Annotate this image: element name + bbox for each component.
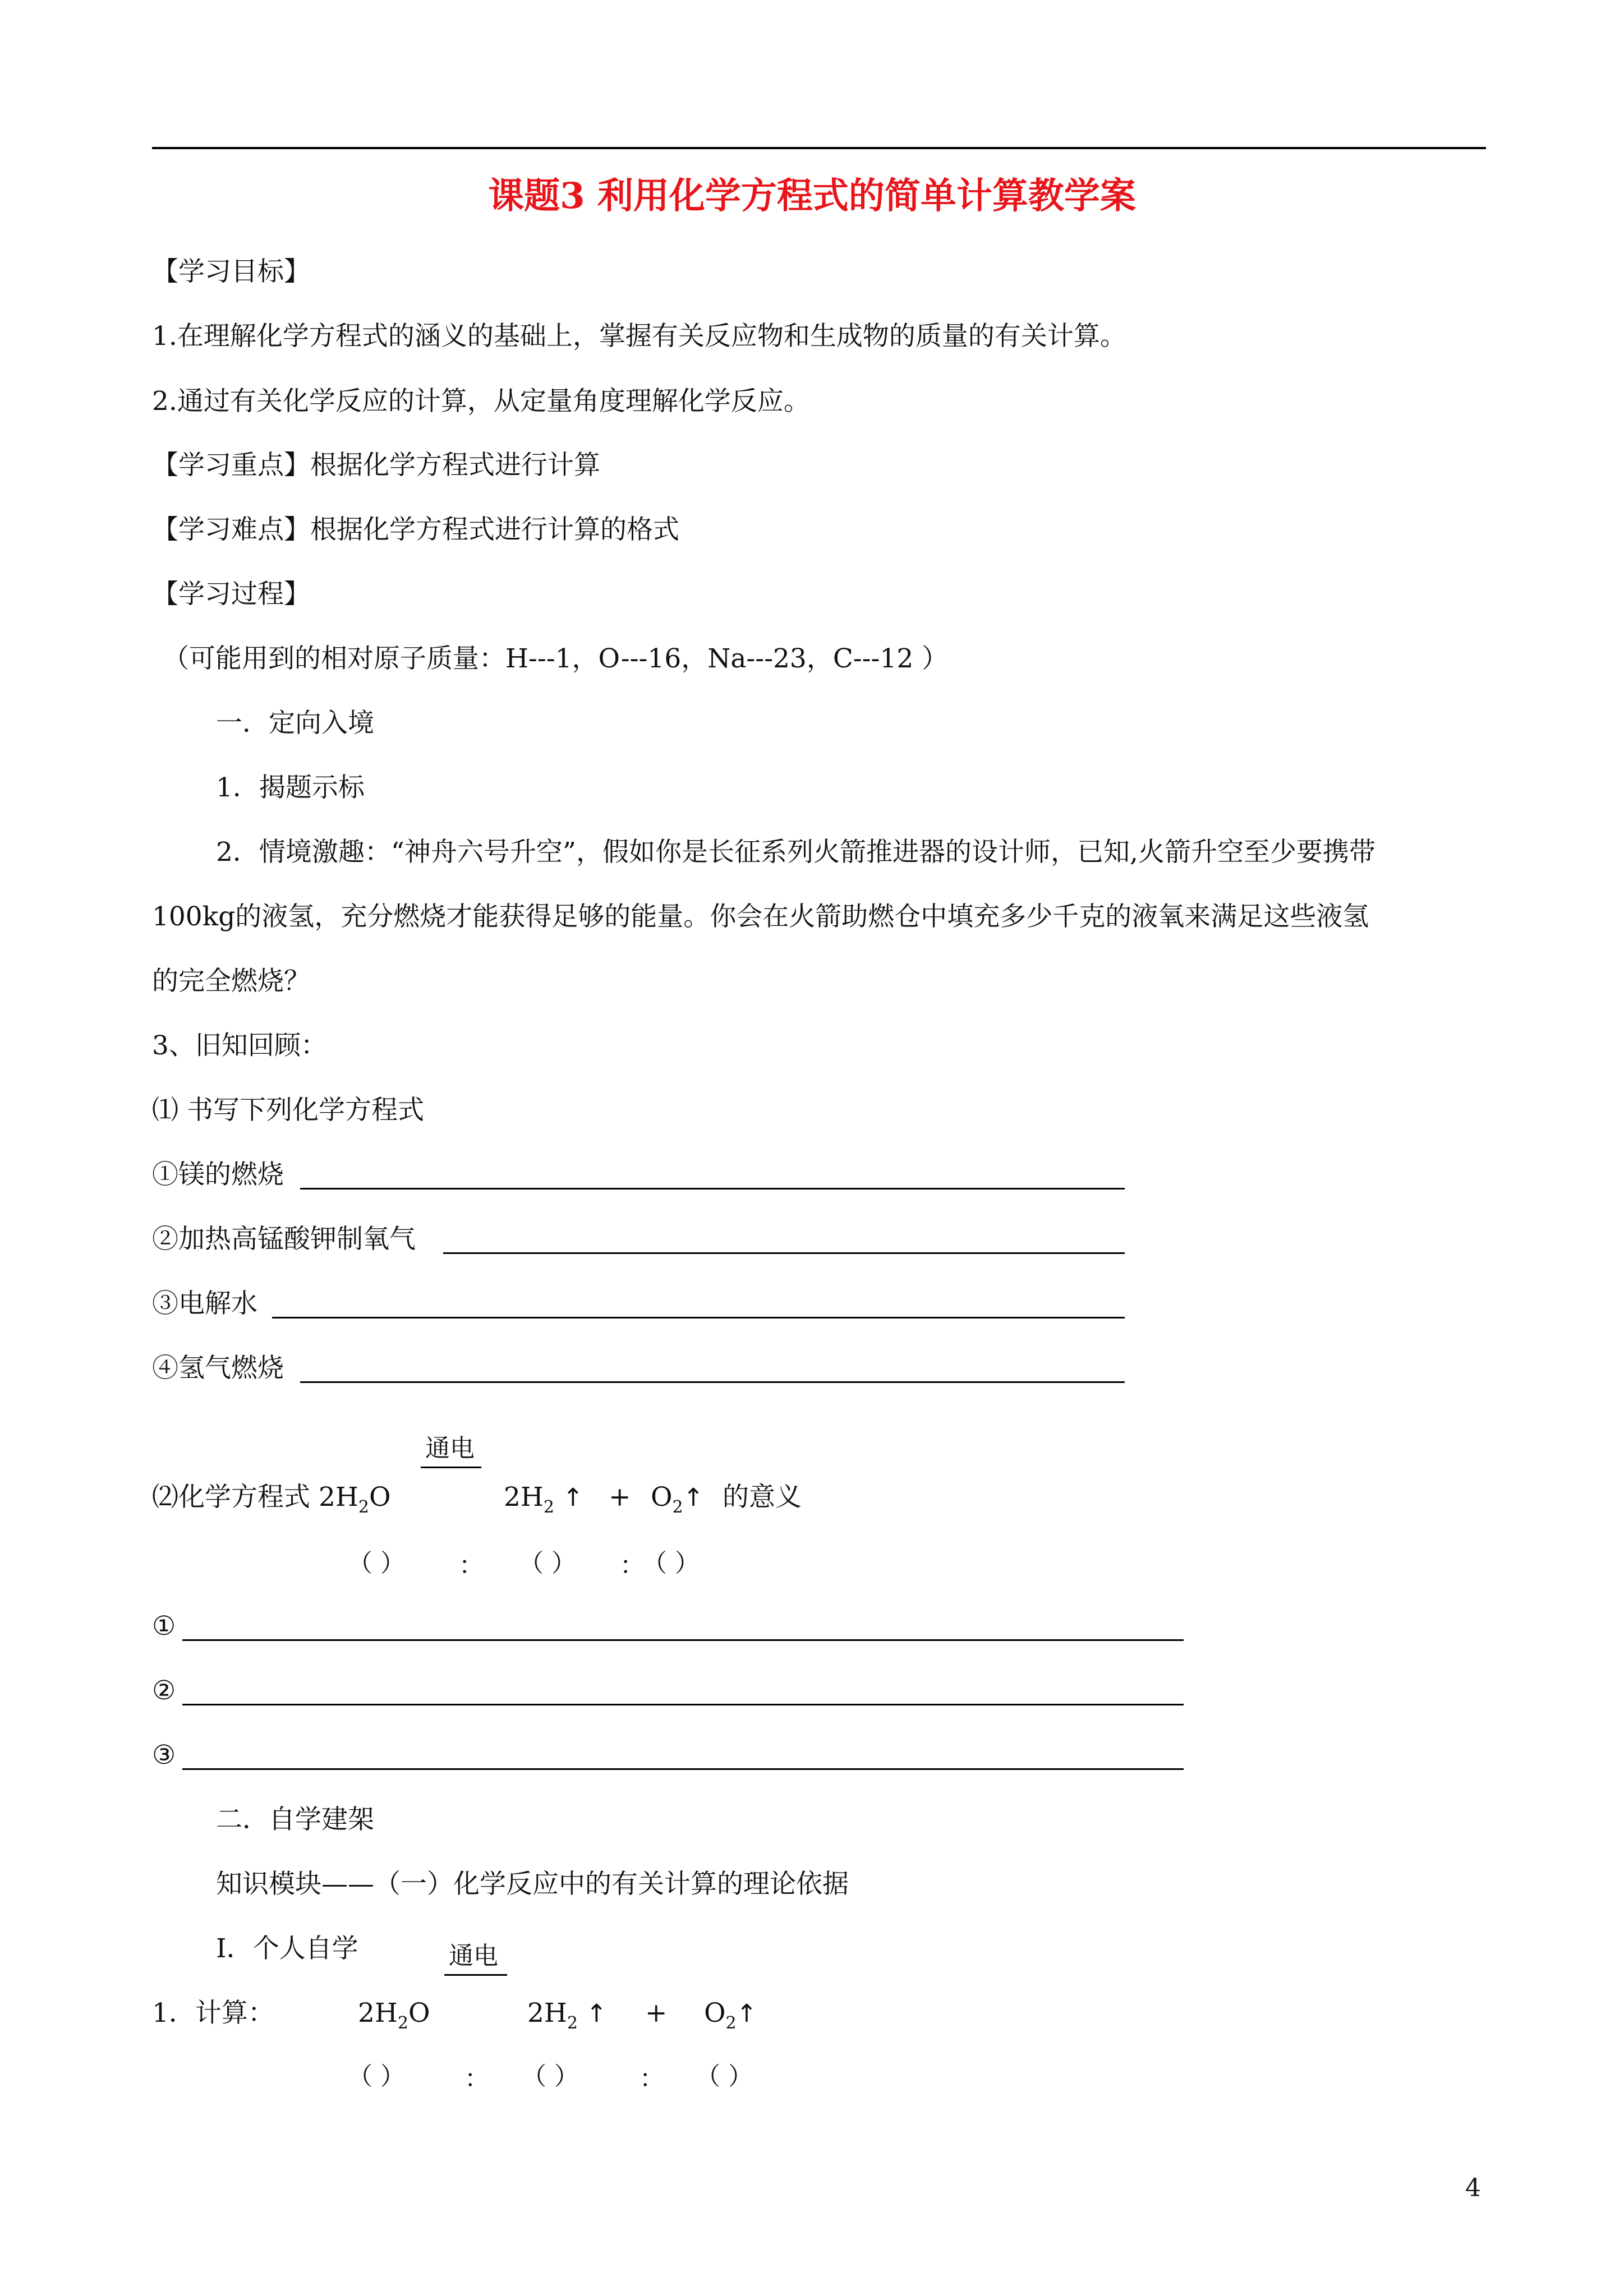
self-study: Ⅰ．个人自学 [216, 1933, 358, 1964]
calc-ratio-blank-1[interactable]: （ ） [348, 2062, 405, 2091]
item-1: 1．揭题示标 [216, 772, 365, 803]
reaction-condition-bar [444, 1974, 507, 1976]
answer-line[interactable] [182, 1704, 1184, 1705]
objective-1: 1.在理解化学方程式的涵义的基础上，掌握有关反应物和生成物的质量的有关计算。 [152, 321, 1126, 352]
answer-line[interactable] [443, 1252, 1125, 1254]
calc-product-o2: $O_2↑$ [704, 1998, 757, 2033]
eq-prompt-h2-burn: ④氢气燃烧 [152, 1353, 284, 1384]
sub-question-2-suffix: 的意义 [723, 1482, 802, 1513]
sub-question-2-prefix: ⑵化学方程式 $2H_2O$ [152, 1482, 391, 1517]
gas-arrow-icon: ↑ [586, 1999, 607, 2028]
meaning-label-3: ③ [152, 1740, 176, 1771]
answer-line[interactable] [182, 1768, 1184, 1770]
calc-plus: + [645, 1998, 668, 2028]
page-number: 4 [1465, 2174, 1481, 2202]
section2-heading: 二．自学建架 [216, 1804, 374, 1835]
objective-2: 2.通过有关化学反应的计算，从定量角度理解化学反应。 [152, 386, 810, 417]
ratio-colon-2: ： [620, 1551, 645, 1580]
atomic-masses: （可能用到的相对原子质量：H---1，O---16，Na---23，C---12 ） [163, 643, 949, 674]
reaction-condition: 通电 [425, 1434, 475, 1463]
meaning-label-1: ① [152, 1611, 176, 1642]
answer-line[interactable] [300, 1381, 1125, 1383]
product-h2: $2H_2$ ↑ [504, 1482, 583, 1517]
calc-ratio-colon-2: ： [640, 2064, 664, 2093]
calc-ratio-blank-3[interactable]: （ ） [696, 2062, 753, 2091]
answer-line[interactable] [272, 1317, 1125, 1318]
eq-prompt-kmno4: ②加热高锰酸钾制氧气 [152, 1224, 416, 1255]
reaction-condition: 通电 [449, 1942, 498, 1970]
item-3: 3、旧知回顾： [152, 1030, 327, 1061]
product-o2: $O_2↑$ [651, 1482, 704, 1517]
ratio-blank-3[interactable]: （ ） [642, 1549, 700, 1578]
calc-ratio-colon-1: ： [464, 2064, 489, 2093]
calc-reactant: $2H_2O$ [358, 1998, 430, 2033]
answer-line[interactable] [182, 1639, 1184, 1641]
sub-question-1: ⑴ 书写下列化学方程式 [152, 1095, 424, 1126]
gas-arrow-icon: ↑ [736, 1999, 757, 2028]
key-point: 【学习重点】根据化学方程式进行计算 [152, 450, 600, 481]
ratio-colon-1: ： [459, 1551, 484, 1580]
eq-prompt-electrolysis: ③电解水 [152, 1288, 257, 1319]
section1-heading: 一．定向入境 [216, 708, 374, 739]
ratio-blank-2[interactable]: （ ） [519, 1549, 576, 1578]
item-2-line-3: 的完全燃烧？ [152, 966, 310, 997]
gas-arrow-icon: ↑ [562, 1483, 583, 1512]
item-2-line-2: 100kg的液氢，充分燃烧才能获得足够的能量。你会在火箭助燃仓中填充多少千克的液氧来满足这些液氢 [152, 901, 1369, 932]
eq-prompt-mg: ①镁的燃烧 [152, 1159, 284, 1190]
calc-ratio-blank-2[interactable]: （ ） [522, 2062, 579, 2091]
calc-label: 1．计算： [152, 1998, 274, 2028]
answer-line[interactable] [300, 1188, 1125, 1190]
calc-product-h2: $2H_2$ ↑ [527, 1998, 607, 2033]
plus-sign: + [609, 1482, 631, 1513]
header-rule [152, 147, 1486, 149]
gas-arrow-icon: ↑ [683, 1483, 704, 1512]
difficult-point: 【学习难点】根据化学方程式进行计算的格式 [152, 514, 679, 545]
module-heading: 知识模块——（一）化学反应中的有关计算的理论依据 [216, 1869, 849, 1899]
meaning-label-2: ② [152, 1675, 176, 1706]
page-title: 课题3 利用化学方程式的简单计算教学案 [488, 175, 1136, 217]
process-heading: 【学习过程】 [152, 579, 310, 610]
ratio-blank-1[interactable]: （ ） [348, 1549, 405, 1578]
item-2-line-1: 2．情境激趣：“神舟六号升空”，假如你是长征系列火箭推进器的设计师，已知,火箭升空至少要携带 [216, 837, 1375, 868]
objectives-heading: 【学习目标】 [152, 256, 310, 287]
reaction-condition-bar [421, 1467, 481, 1468]
